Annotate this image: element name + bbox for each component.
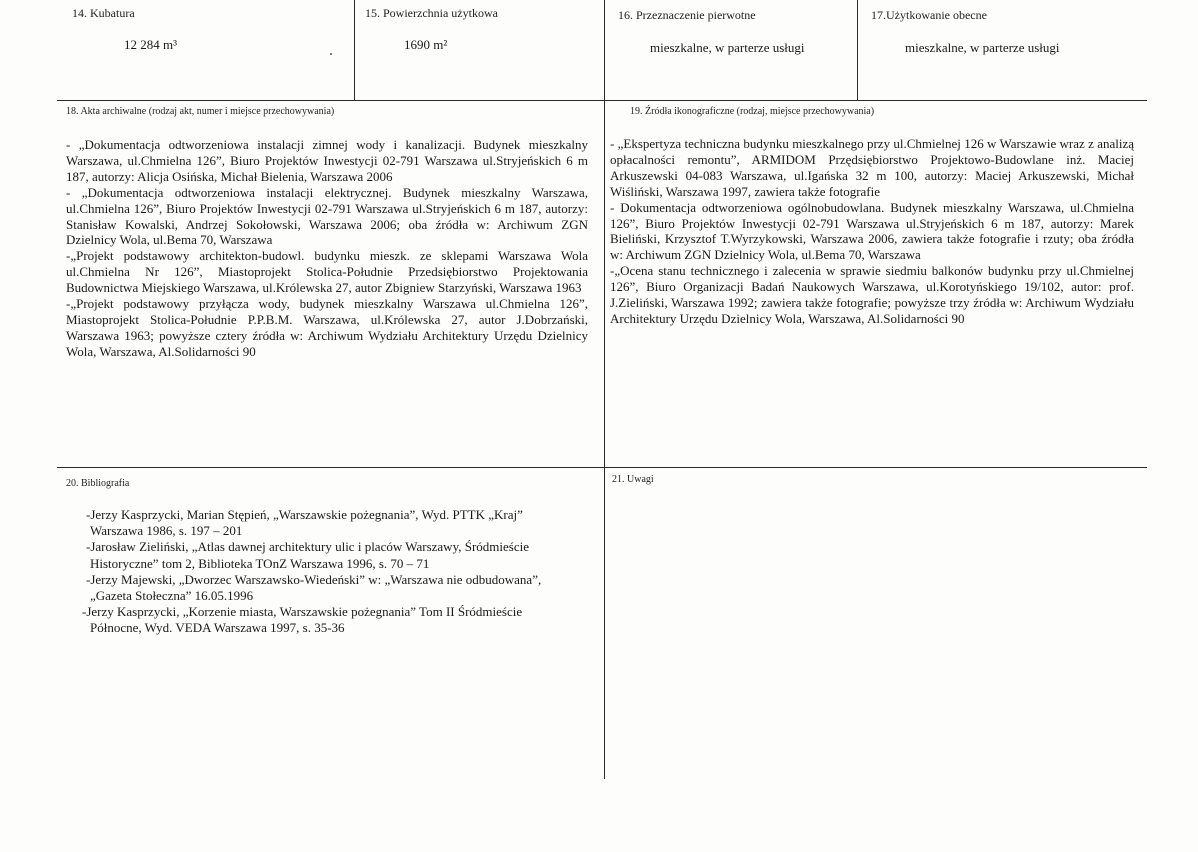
uzytkowanie-value: mieszkalne, w parterze usługi	[905, 40, 1060, 55]
akta-entry: -„Projekt podstawowy przyłącza wody, budynek mieszkalny Warszawa ul.Chmielna 126”, Miastoprojekt Stolica-Południe P.P.B.M. Warszawa, ul.Królewska 27, autor J.Dobrzański, Warszawa 1963; powyższe cztery źródła w: Archiwum Wydziału Architektury Urzędu Dzielnicy Wola, Warszawa, Al.Solidarności 90	[66, 296, 588, 359]
divider-row-1	[57, 100, 1147, 101]
bibliografia-line: Północne, Wyd. VEDA Warszawa 1997, s. 35-36	[90, 620, 345, 636]
zrodla-entry: - „Ekspertyza techniczna budynku mieszkalnego przy ul.Chmielnej 126 w Warszawie wraz z analizą opłacalności remontu”, ARMIDOM Przędsiębiorstwo Projektowo-Budowlane inż. Maciej Arkuszewski 04-083 Warszawa, ul.Igańska 32 m 100, autorzy: Maciej Arkuszewski, Michał Wiśliński, Warszawa 1997, zawiera także fotografie	[610, 136, 1134, 199]
zrodla-text	[610, 136, 1134, 327]
divider-row-2	[57, 467, 1147, 468]
bibliografia-text	[82, 507, 591, 637]
akta-text	[66, 137, 588, 360]
bibliografia-line: -Jarosław Zieliński, „Atlas dawnej architektury ulic i placów Warszawy, Śródmieście	[86, 539, 529, 555]
akta-entry: -„Projekt podstawowy architekton-budowl. budynku mieszk. ze sklepami Warszawa Wola ul.Chmielna Nr 126”, Miastoprojekt Stolica-Południe Przedsiębiorstwo Projektowania Budownictwa Miejskiego Warszawa, ul.Królewska 27, autor Zbigniew Starzyński, Warszawa 1963	[66, 248, 588, 296]
divider-top-2	[604, 0, 605, 779]
kubatura-label: 14. Kubatura	[72, 6, 135, 20]
zrodla-entry: -„Ocena stanu technicznego i zalecenia w sprawie siedmiu balkonów budynku przy ul.Chmielnej 126”, Biuro Organizacji Badań Naukowych Warszawa, ul.Korotyńskiego 19/102, autor: prof. J.Zieliński, Warszawa 1992; zawiera także fotografie; powyższe trzy źródła w: Archiwum Wydziału Architektury Urzędu Dzielnicy Wola, Warszawa, Al.Solidarności 90	[610, 263, 1134, 326]
divider-top-1	[354, 0, 355, 100]
akta-entry: - „Dokumentacja odtworzeniowa instalacji zimnej wody i kanalizacji. Budynek mieszkalny Warszawa, ul.Chmielna 126”, Biuro Projektów Inwestycji 02-791 Warszawa ul.Stryjeńskich 6 m 187, autorzy: Alicja Osińska, Michał Bielenia, Warszawa 2006	[66, 137, 588, 184]
zrodla-entry: - Dokumentacja odtworzeniowa ogólnobudowlana. Budynek mieszkalny Warszawa, ul.Chmielna 126”, Biuro Projektów Inwestycji 02-791 Warszawa ul.Stryjeńskich 6 m 187, autorzy: Marek Bieliński, Krzysztof T.Wyrzykowski, Warszawa 2006, zawiera także fotografie i rzuty; oba źródła w: Archiwum ZGN Dzielnicy Wola, ul.Bema 70, Warszawa	[610, 199, 1134, 263]
scan-speck	[330, 53, 332, 55]
bibliografia-label: 20. Bibliografia	[66, 478, 130, 489]
akta-label: 18. Akta archiwalne (rodzaj akt, numer i miejsce przechowywania)	[66, 106, 335, 117]
bibliografia-line: -Jerzy Kasprzycki, „Korzenie miasta, Warszawskie pożegnania” Tom II Śródmieście	[82, 604, 523, 620]
bibliografia-line: Historyczne” tom 2, Biblioteka TOnZ Warszawa 1996, s. 70 – 71	[90, 555, 430, 571]
uzytkowanie-label: 17.Użytkowanie obecne	[871, 8, 987, 22]
divider-top-3	[857, 0, 858, 100]
przeznaczenie-value: mieszkalne, w parterze usługi	[650, 40, 805, 55]
bibliografia-line: „Gazeta Stołeczna” 16.05.1996	[90, 588, 254, 604]
powierzchnia-value: 1690 m²	[404, 37, 448, 52]
przeznaczenie-label: 16. Przeznaczenie pierwotne	[618, 8, 756, 22]
zrodla-label: 19. Źródła ikonograficzne (rodzaj, miejsce przechowywania)	[630, 106, 875, 117]
akta-entry: - „Dokumentacja odtworzeniowa instalacji elektrycznej. Budynek mieszkalny Warszawa, ul.Chmielna 126”, Biuro Projektów Inwestycji 02-791 Warszawa ul.Stryjeńskich 6 m 187, autorzy: Stanisław Kowalski, Andrzej Sokołowski, Warszawa 2006; oba źródła w: Archiwum ZGN Dzielnicy Wola, ul.Bema 70, Warszawa	[66, 184, 588, 248]
kubatura-value: 12 284 m³	[124, 37, 178, 52]
bibliografia-line: -Jerzy Kasprzycki, Marian Stępień, „Warszawskie pożegnania”, Wyd. PTTK „Kraj”	[86, 507, 523, 522]
powierzchnia-label: 15. Powierzchnia użytkowa	[365, 6, 498, 20]
bibliografia-line: -Jerzy Majewski, „Dworzec Warszawsko-Wiedeński” w: „Warszawa nie odbudowana”,	[86, 571, 542, 587]
uwagi-label: 21. Uwagi	[612, 474, 654, 485]
bibliografia-line: Warszawa 1986, s. 197 – 201	[90, 523, 243, 539]
